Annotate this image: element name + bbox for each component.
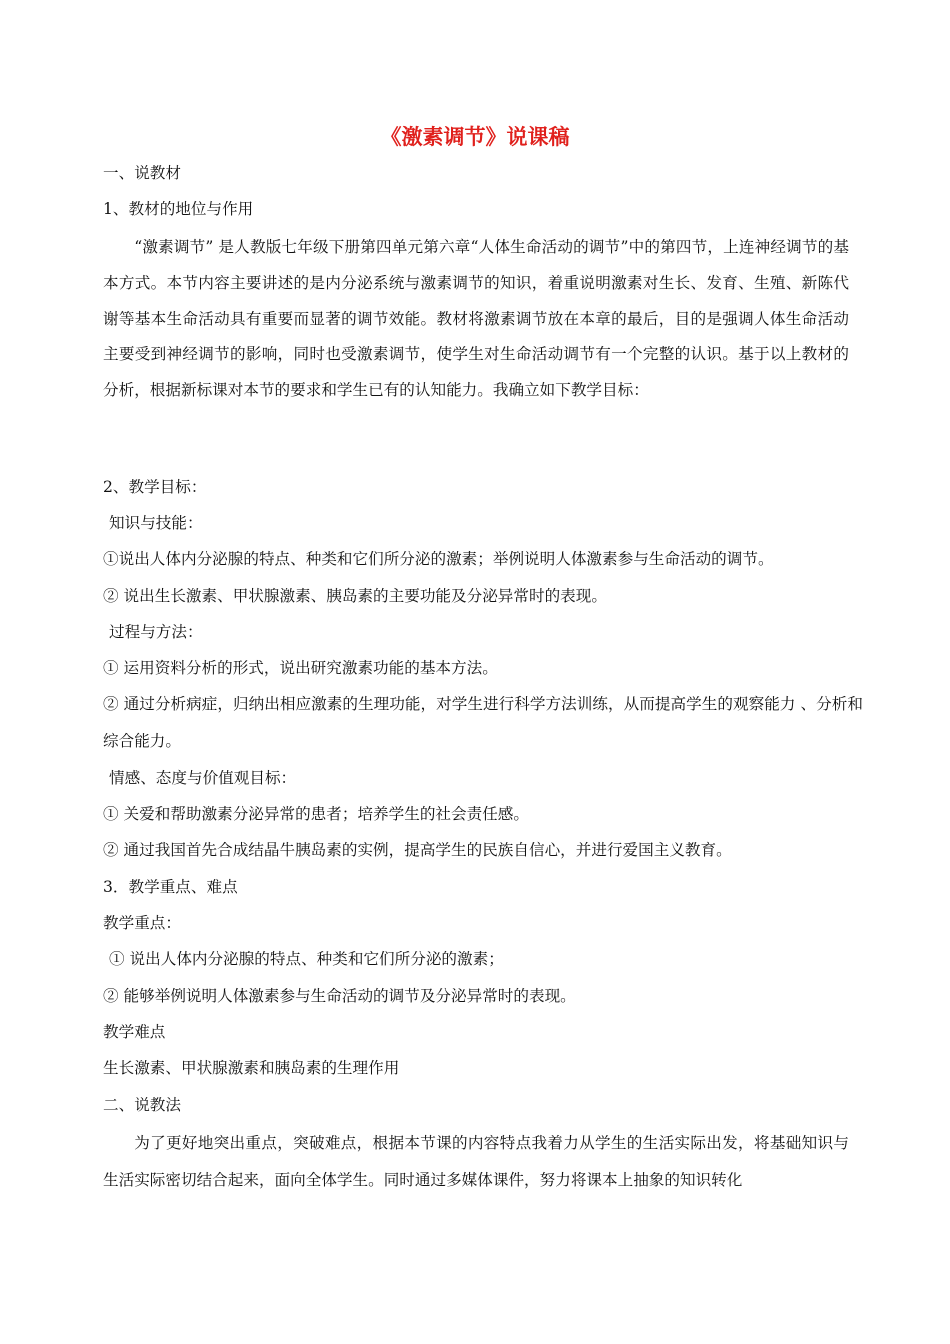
goal-knowledge-2: ② 说出生长激素、甲状腺激素、胰岛素的主要功能及分泌异常时的表现。: [103, 587, 607, 605]
goal-emotion-1: ① 关爱和帮助激素分泌异常的患者；培养学生的社会责任感。: [103, 805, 529, 823]
subheading-key-difficult: 3．教学重点、难点: [103, 878, 238, 896]
goal-heading-process: 过程与方法：: [109, 623, 203, 641]
goal-process-2: ② 通过分析病症，归纳出相应激素的生理功能，对学生进行科学方法训练，从而提高学生的观察能力 、分析和综合能力。: [103, 695, 863, 750]
goal-process-1: ① 运用资料分析的形式，说出研究激素功能的基本方法。: [103, 659, 498, 677]
goal-heading-emotion: 情感、态度与价值观目标：: [109, 769, 297, 787]
goal-knowledge-1: ①说出人体内分泌腺的特点、种类和它们所分泌的激素；举例说明人体激素参与生命活动的调节。: [103, 550, 774, 568]
section-heading-methods: 二、说教法: [103, 1096, 181, 1114]
key-points-heading: 教学重点：: [103, 914, 181, 932]
difficult-point-1: 生长激素、甲状腺激素和胰岛素的生理作用: [103, 1059, 400, 1077]
difficult-points-heading: 教学难点: [103, 1023, 166, 1041]
key-point-2: ② 能够举例说明人体激素参与生命活动的调节及分泌异常时的表现。: [103, 987, 576, 1005]
page-title: 《激素调节》说课稿: [380, 124, 570, 149]
paragraph-textbook-role: “激素调节” 是人教版七年级下册第四单元第六章“人体生命活动的调节”中的第四节，上连神经调节的基本方式。本节内容主要讲述的是内分泌系统与激素调节的知识，着重说明激素对生长、发育、生殖、新陈代谢等基本生命活动具有重要而显著的调节效能。教材将激素调节放在本章的最后，目的是强调人体生命活动主要受到神经调节的影响，同时也受激素调节，使学生对生命活动调节有一个完整的认识。基于以上教材的分析，根据新标课对本节的要求和学生已有的认知能力。我确立如下教学目标：: [103, 238, 849, 400]
goal-heading-knowledge: 知识与技能：: [109, 514, 203, 532]
subheading-position-role: 1、教材的地位与作用: [103, 200, 254, 218]
goal-emotion-2: ② 通过我国首先合成结晶牛胰岛素的实例，提高学生的民族自信心，并进行爱国主义教育。: [103, 841, 732, 859]
section-heading-textbook: 一、说教材: [103, 164, 181, 182]
paragraph-teaching-methods: 为了更好地突出重点，突破难点，根据本节课的内容特点我着力从学生的生活实际出发，将基础知识与生活实际密切结合起来，面向全体学生。同时通过多媒体课件，努力将课本上抽象的知识转化: [103, 1134, 849, 1189]
subheading-teaching-goals: 2、教学目标：: [103, 478, 207, 496]
key-point-1: ① 说出人体内分泌腺的特点、种类和它们所分泌的激素；: [109, 950, 504, 968]
